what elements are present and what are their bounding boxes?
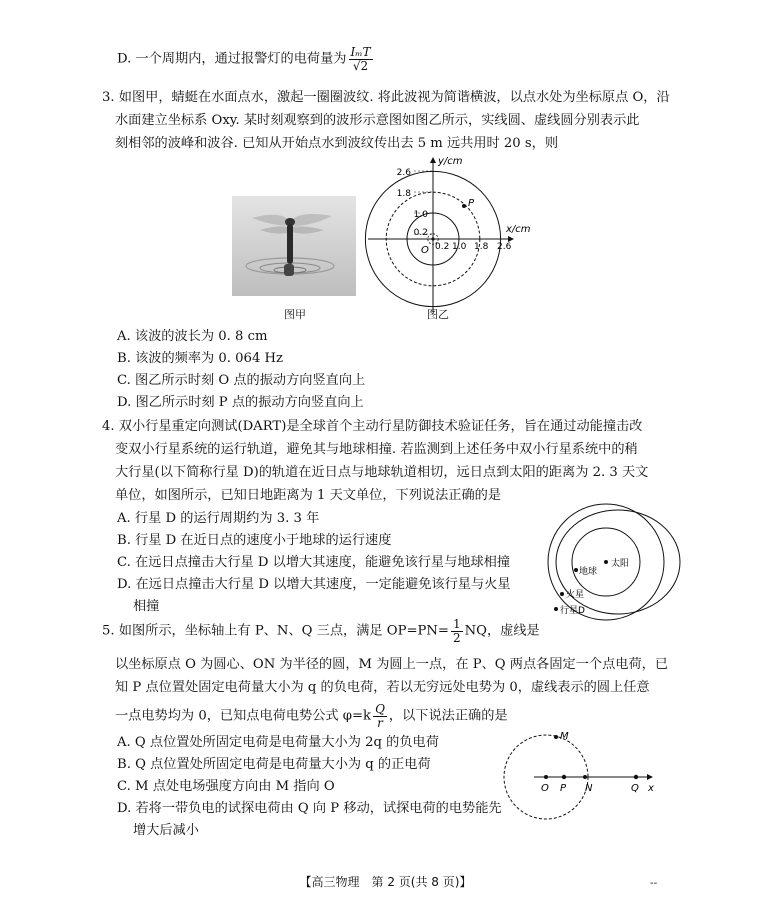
origin-label: O xyxy=(421,245,429,256)
y-axis-label: y/cm xyxy=(438,156,463,167)
q5-option-d: D. 若将一带负电的试探电荷由 Q 向 P 移动，试探电荷的电势能先 xyxy=(117,801,502,816)
q5-line1-fraction xyxy=(451,618,463,644)
q4-option-c: C. 在远日点撞击大行星 D 以增大其速度，能避免该行星与地球相撞 xyxy=(117,555,511,570)
q5-option-b: B. Q 点位置处所固定电荷是电荷量大小为 q 的正电荷 xyxy=(117,757,431,772)
fraction-denominator: 2 xyxy=(452,630,461,645)
q4-option-d-continued: 相撞 xyxy=(133,599,160,614)
fraction-numerator: 1 xyxy=(452,617,461,631)
x-tick-1.0: 1.0 xyxy=(452,242,467,252)
fraction-denominator: √2 xyxy=(352,58,369,73)
y-tick-2.6: 2.6 xyxy=(396,168,411,178)
q4-option-b: B. 行星 D 在近日点的速度小于地球的运行速度 xyxy=(117,533,392,548)
q3-option-c: C. 图乙所示时刻 O 点的振动方向竖直向上 xyxy=(117,373,366,388)
q3-stem-line-1: 3. 如图甲，蜻蜓在水面点水，激起一圈圈波纹. 将此波视为简谐横波，以点水处为坐标原点 O，沿 xyxy=(102,90,670,105)
charge-diagram xyxy=(500,725,660,835)
q3-stem-line-3: 刻相邻的波峰和波谷. 已知从开始点水到波纹传出去 5 m 远共用时 20 s，则 xyxy=(115,136,559,151)
q5-option-d-continued: 增大后减小 xyxy=(133,823,199,838)
q4-stem-line-4: 单位，如图所示，已知日地距离为 1 天文单位，下列说法正确的是 xyxy=(115,488,502,503)
sun-marker xyxy=(604,560,608,564)
q5-line1-prefix: 5. 如图所示，坐标轴上有 P、N、Q 三点，满足 OP=PN= xyxy=(102,623,449,639)
page-footer: 【高三物理 第 2 页(共 8 页)】 xyxy=(299,875,472,889)
sun-label: 太阳 xyxy=(611,559,630,569)
fraction-denominator: r xyxy=(377,715,383,730)
point-p-marker xyxy=(462,204,466,208)
q4-stem-line-3: 大行星(以下简称行星 D)的轨道在近日点与地球轨道相切，远日点到太阳的距离为 2. 3 天文 xyxy=(115,465,649,480)
q5-option-a: A. Q 点位置处所固定电荷是电荷量大小为 2q 的负电荷 xyxy=(117,735,439,750)
q5-stem-line-4 xyxy=(115,703,508,729)
earth-label: 地球 xyxy=(579,567,598,577)
figure-yi-caption: 图乙 xyxy=(427,308,449,321)
point-q-label: Q xyxy=(631,783,639,794)
corner-mark: -- xyxy=(650,878,658,889)
q4-option-d: D. 在远日点撞击大行星 D 以增大其速度，一定能避免该行星与火星 xyxy=(117,577,511,592)
q4-stem-line-1: 4. 双小行星重定向测试(DART)是全球首个主动行星防御技术验证任务，旨在通过动能撞击改 xyxy=(102,419,643,434)
q2-option-d xyxy=(117,46,375,72)
y-tick-1.8: 1.8 xyxy=(396,189,411,199)
fraction-numerator: IₘT xyxy=(350,45,371,59)
x-tick-1.8: 1.8 xyxy=(474,242,489,252)
q3-option-a: A. 该波的波长为 0. 8 cm xyxy=(117,329,268,344)
x-tick-2.6: 2.6 xyxy=(497,242,512,252)
earth-marker xyxy=(574,568,578,572)
q4-option-a: A. 行星 D 的运行周期约为 3. 3 年 xyxy=(117,511,320,526)
q3-stem-line-2: 水面建立坐标系 Oxy. 某时刻观察到的波形示意图如图乙所示，实线圆、虚线圆分别表示此 xyxy=(115,113,640,128)
y-tick-1.0: 1.0 xyxy=(413,210,428,220)
q2-option-d-fraction xyxy=(349,46,373,72)
fraction-numerator: Q xyxy=(375,702,385,716)
q5-stem-line-1 xyxy=(102,618,540,644)
orbit-diagram xyxy=(536,500,676,622)
point-p-marker xyxy=(562,775,566,779)
point-p-label: P xyxy=(560,783,567,794)
q5-line4-suffix: ，以下说法正确的是 xyxy=(388,708,508,724)
y-tick-0.2: 0.2 xyxy=(413,228,428,238)
point-n-label: N xyxy=(585,783,593,794)
q3-option-b: B. 该波的频率为 0. 064 Hz xyxy=(117,351,283,366)
point-q-marker xyxy=(634,775,638,779)
dragonfly-photo xyxy=(232,196,356,296)
point-p-label: P xyxy=(468,198,475,209)
planet-d-label: 行星D xyxy=(560,606,585,616)
point-o-label: O xyxy=(541,783,549,794)
q5-stem-line-3: 知 P 点位置处固定电荷量大小为 q 的负电荷，若以无穷远处电势为 0，虚线表示的圆上任意 xyxy=(115,680,650,695)
point-o-marker xyxy=(544,775,548,779)
point-m-marker xyxy=(554,735,558,739)
figure-jia-caption: 图甲 xyxy=(284,308,306,321)
wave-diagram xyxy=(366,152,531,318)
planet-d-marker xyxy=(554,607,558,611)
x-axis-label: x/cm xyxy=(506,224,531,235)
q5-line4-prefix: 一点电势均为 0，已知点电荷电势公式 φ=k xyxy=(115,708,372,724)
q3-option-d: D. 图乙所示时刻 P 点的振动方向竖直向上 xyxy=(117,395,364,410)
q2-option-d-text: D. 一个周期内，通过报警灯的电荷量为 xyxy=(117,51,347,67)
mars-label: 火星 xyxy=(566,590,585,600)
q5-line4-fraction xyxy=(373,703,387,729)
point-n-marker xyxy=(583,775,587,779)
q5-stem-line-2: 以坐标原点 O 为圆心、ON 为半径的圆，M 为圆上一点，在 P、Q 两点各固定一个点电荷，已 xyxy=(115,657,669,672)
point-m-label: M xyxy=(560,731,569,742)
mars-marker xyxy=(560,592,564,596)
q4-stem-line-2: 变双小行星系统的运行轨道，避免其与地球相撞. 若监测到上述任务中双小行星系统中的稍 xyxy=(115,442,638,457)
x-tick-0.2: 0.2 xyxy=(435,242,450,252)
q5-option-c: C. M 点处电场强度方向由 M 指向 O xyxy=(117,779,335,794)
q5-line1-suffix: NQ，虚线是 xyxy=(464,623,540,639)
x-axis-label: x xyxy=(648,783,654,794)
origin-marker xyxy=(431,237,434,240)
